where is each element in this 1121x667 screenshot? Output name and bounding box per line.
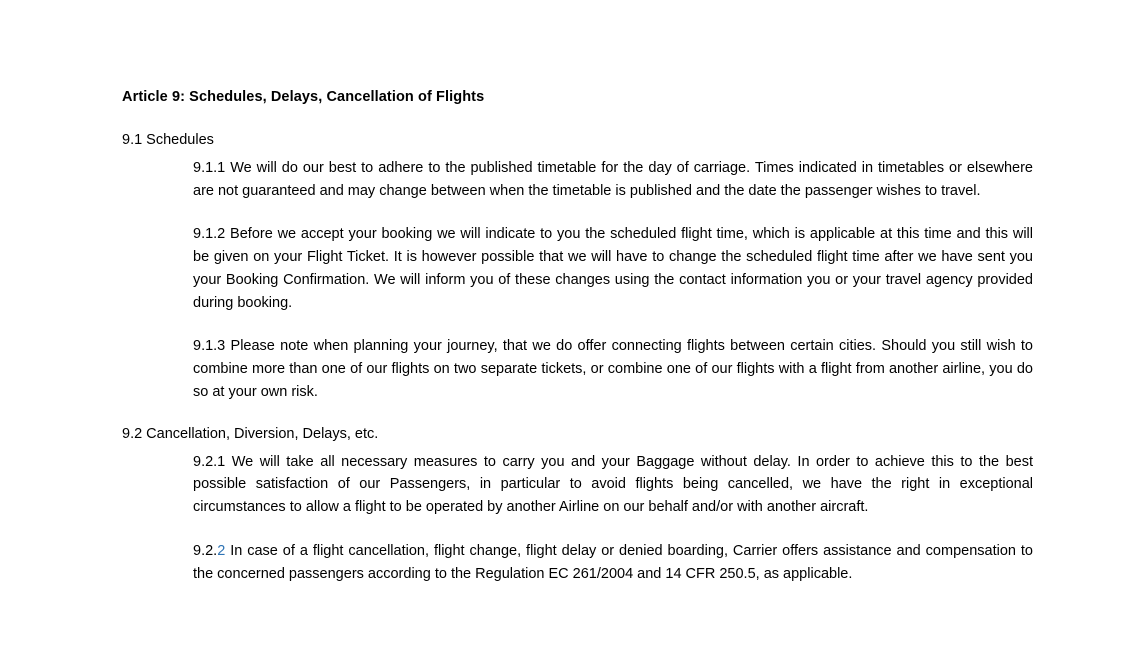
document-content: [122, 88, 1033, 585]
section-title-9-1: 9.1 Schedules: [122, 131, 214, 148]
clause-9-1-2: 9.1.2 Before we accept your booking we will indicate to you the scheduled flight time, which is applicable at this time and this will be given on your Flight Ticket. It is however possible that we will have to change the scheduled flight time after we have sent you your Booking Confirmation. We will inform you of these changes using the contact information you or your travel agency provided during booking.: [193, 226, 1033, 311]
section-title-9-2: 9.2 Cancellation, Diversion, Delays, etc.: [122, 425, 379, 442]
page-title: Article 9: Schedules, Delays, Cancellation of Flights: [122, 89, 485, 105]
clause-9-2-2-body: In case of a flight cancellation, flight change, flight delay or denied boarding, Carrier offers assistance and compensation to the concerned passengers according to the Regulation EC 261/2004 and 14 CFR 250.5, as applicable.: [193, 542, 1033, 582]
clause-9-1-1: 9.1.1 We will do our best to adhere to the published timetable for the day of carriage. Times indicated in timetables or elsewhere are not guaranteed and may change between when the timetable is published and the date the passenger wishes to travel.: [193, 159, 1033, 199]
section-9-2: [122, 424, 1033, 586]
clause-9-2-2: [193, 540, 1033, 586]
clause-9-2-1: 9.2.1 We will take all necessary measures to carry you and your Baggage without delay. In order to achieve this to the best possible satisfaction of our Passengers, in particular to avoid flights being cancelled, we have the right in exceptional circumstances to allow a flight to be operated by another Airline on our behalf and/or with another aircraft.: [193, 453, 1033, 516]
section-9-1: [122, 130, 1033, 404]
clause-9-2-2-prefix: 9.2.: [193, 542, 218, 559]
clause-9-2-2-accent-number: 2: [217, 542, 226, 559]
clause-9-1-3: 9.1.3 Please note when planning your journey, that we do offer connecting flights between certain cities. Should you still wish to combine more than one of our flights on two separate tickets, or combine one of our flights with a flight from another airline, you do so at your own risk.: [193, 338, 1033, 400]
